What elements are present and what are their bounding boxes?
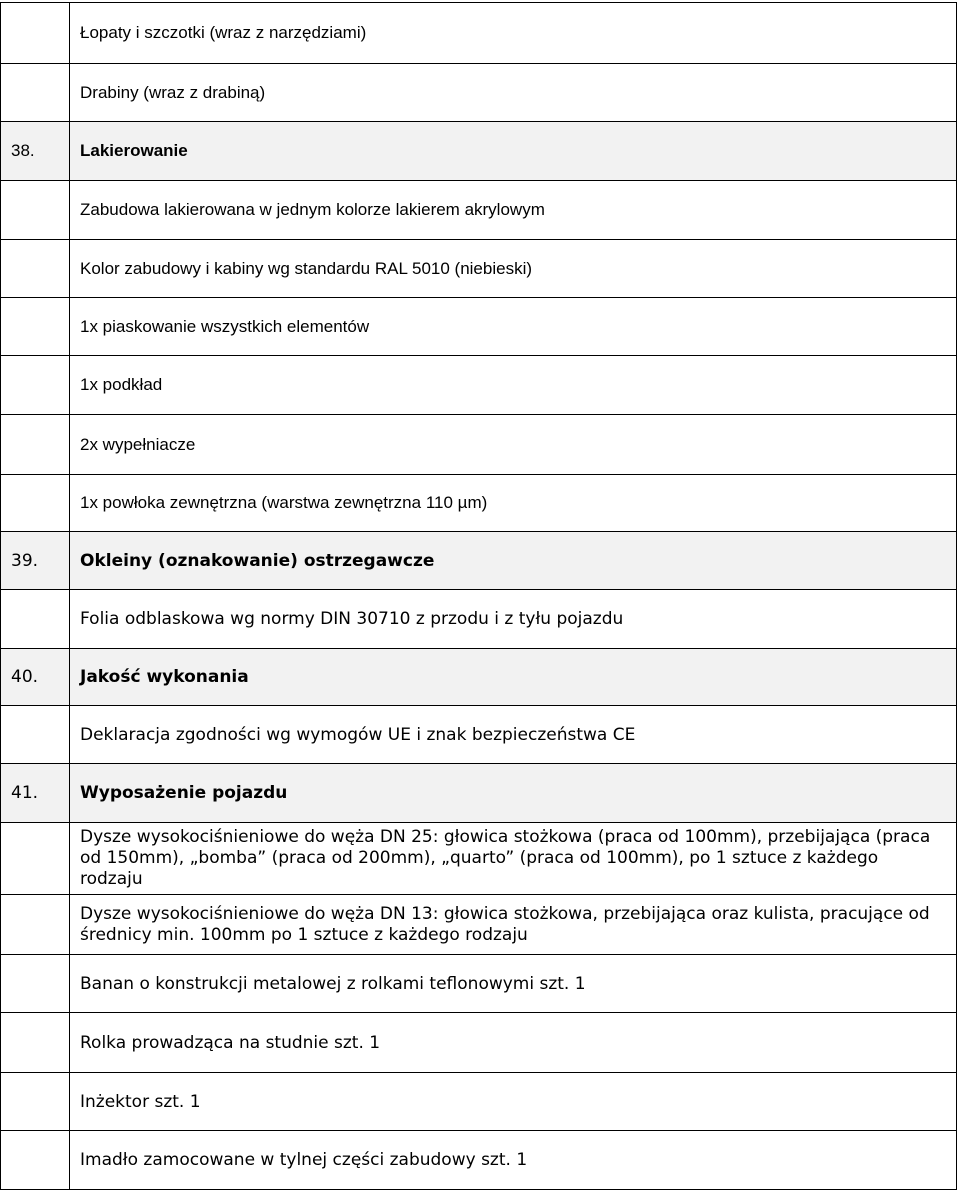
section-number: 39. bbox=[1, 532, 70, 590]
table-row bbox=[1, 955, 957, 1013]
section-title: Jakość wykonania bbox=[70, 649, 957, 706]
table-row bbox=[1, 823, 957, 895]
section-title: Wyposażenie pojazdu bbox=[70, 764, 957, 823]
row-number bbox=[1, 955, 70, 1013]
section-number: 38. bbox=[1, 122, 70, 181]
row-text: Drabiny (wraz z drabiną) bbox=[70, 64, 957, 122]
table-row bbox=[1, 895, 957, 955]
row-text: Łopaty i szczotki (wraz z narzędziami) bbox=[70, 3, 957, 64]
row-number bbox=[1, 240, 70, 298]
row-text: Dysze wysokociśnieniowe do węża DN 25: głowica stożkowa (praca od 100mm), przebijająca (praca od 150mm), „bomba” (praca od 200mm), „quarto” (praca od 100mm), po 1 sztuce z każdego rodzaju bbox=[70, 823, 957, 895]
table-row bbox=[1, 356, 957, 415]
row-number bbox=[1, 1131, 70, 1190]
row-number bbox=[1, 356, 70, 415]
row-number bbox=[1, 415, 70, 475]
table-row bbox=[1, 1013, 957, 1073]
table-row bbox=[1, 240, 957, 298]
row-number bbox=[1, 706, 70, 764]
row-text: Rolka prowadząca na studnie szt. 1 bbox=[70, 1013, 957, 1073]
row-number bbox=[1, 475, 70, 532]
section-header-row bbox=[1, 122, 957, 181]
row-text: 2x wypełniacze bbox=[70, 415, 957, 475]
row-text: Imadło zamocowane w tylnej części zabudowy szt. 1 bbox=[70, 1131, 957, 1190]
row-text: 1x piaskowanie wszystkich elementów bbox=[70, 298, 957, 356]
table-row bbox=[1, 64, 957, 122]
row-text: Zabudowa lakierowana w jednym kolorze lakierem akrylowym bbox=[70, 181, 957, 240]
table-row bbox=[1, 298, 957, 356]
row-text: 1x powłoka zewnętrzna (warstwa zewnętrzna 110 µm) bbox=[70, 475, 957, 532]
section-title: Lakierowanie bbox=[70, 122, 957, 181]
section-header-row bbox=[1, 649, 957, 706]
row-number bbox=[1, 590, 70, 649]
row-number bbox=[1, 895, 70, 955]
row-text: 1x podkład bbox=[70, 356, 957, 415]
table-row bbox=[1, 590, 957, 649]
section-title: Okleiny (oznakowanie) ostrzegawcze bbox=[70, 532, 957, 590]
section-header-row bbox=[1, 532, 957, 590]
row-number bbox=[1, 1013, 70, 1073]
table-row bbox=[1, 706, 957, 764]
row-number bbox=[1, 181, 70, 240]
row-text: Banan o konstrukcji metalowej z rolkami teflonowymi szt. 1 bbox=[70, 955, 957, 1013]
row-text: Deklaracja zgodności wg wymogów UE i znak bezpieczeństwa CE bbox=[70, 706, 957, 764]
row-number bbox=[1, 3, 70, 64]
table-row bbox=[1, 181, 957, 240]
table-row bbox=[1, 415, 957, 475]
table-row bbox=[1, 3, 957, 64]
section-number: 41. bbox=[1, 764, 70, 823]
table-row bbox=[1, 1073, 957, 1131]
row-text: Dysze wysokociśnieniowe do węża DN 13: głowica stożkowa, przebijająca oraz kulista, pracujące od średnicy min. 100mm po 1 sztuce z każdego rodzaju bbox=[70, 895, 957, 955]
row-number bbox=[1, 823, 70, 895]
row-text: Folia odblaskowa wg normy DIN 30710 z przodu i z tyłu pojazdu bbox=[70, 590, 957, 649]
row-number bbox=[1, 64, 70, 122]
row-number bbox=[1, 298, 70, 356]
row-text: Inżektor szt. 1 bbox=[70, 1073, 957, 1131]
row-text: Kolor zabudowy i kabiny wg standardu RAL 5010 (niebieski) bbox=[70, 240, 957, 298]
section-header-row bbox=[1, 764, 957, 823]
table-row bbox=[1, 475, 957, 532]
section-number: 40. bbox=[1, 649, 70, 706]
row-number bbox=[1, 1073, 70, 1131]
table-row bbox=[1, 1131, 957, 1190]
specification-table bbox=[0, 2, 957, 1190]
